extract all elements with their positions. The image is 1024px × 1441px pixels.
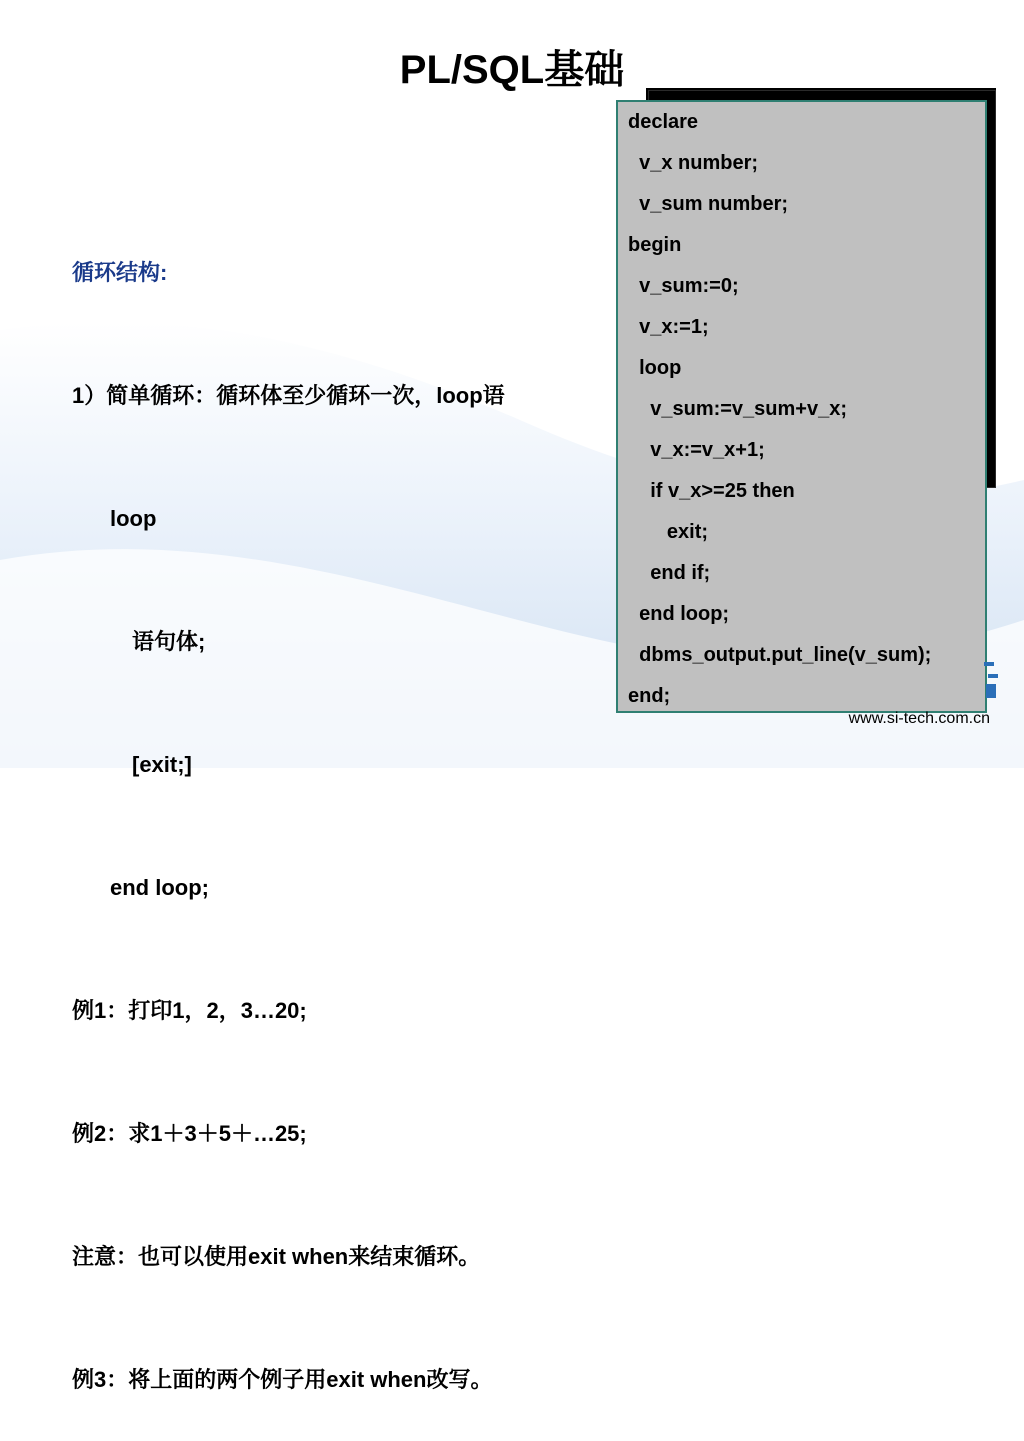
code-box: [616, 100, 987, 713]
code-line: v_x:=v_x+1;: [628, 439, 765, 461]
code-line: v_sum:=0;: [628, 275, 739, 297]
body-line: 例1：打印1，2，3…20;: [72, 998, 307, 1023]
body-text: [72, 170, 505, 1441]
code-line: exit;: [628, 521, 709, 543]
body-line: 例2：求1＋3＋5＋…25;: [72, 1121, 307, 1146]
code-line: v_x:=1;: [628, 316, 709, 338]
footer-url: www.si-tech.com.cn: [848, 710, 990, 727]
body-line: 语句体;: [132, 629, 206, 654]
body-line: end loop;: [110, 875, 209, 900]
slide-title: PL/SQL基础: [399, 48, 625, 92]
code-line: end if;: [628, 562, 711, 584]
body-line: 注意：也可以使用exit when来结束循环。: [72, 1244, 481, 1269]
body-line: loop: [110, 506, 157, 531]
code-line: begin: [628, 234, 682, 256]
body-line: 例3：将上面的两个例子用exit when改写。: [72, 1367, 493, 1392]
code-line: if v_x>=25 then: [628, 480, 795, 502]
code-line: dbms_output.put_line(v_sum);: [628, 644, 932, 666]
code-line: end loop;: [628, 603, 730, 625]
code-line: v_sum:=v_sum+v_x;: [628, 398, 848, 420]
code-line: declare: [628, 111, 699, 133]
code-line: end;: [628, 685, 671, 707]
section-heading: 循环结构:: [72, 260, 168, 285]
code-line: v_sum number;: [628, 193, 789, 215]
body-line: 1）简单循环：循环体至少循环一次，loop语: [72, 383, 505, 408]
body-line: [exit;]: [132, 752, 192, 777]
code-line: loop: [628, 357, 682, 379]
logo-icon: [978, 640, 1002, 700]
code-line: v_x number;: [628, 152, 759, 174]
